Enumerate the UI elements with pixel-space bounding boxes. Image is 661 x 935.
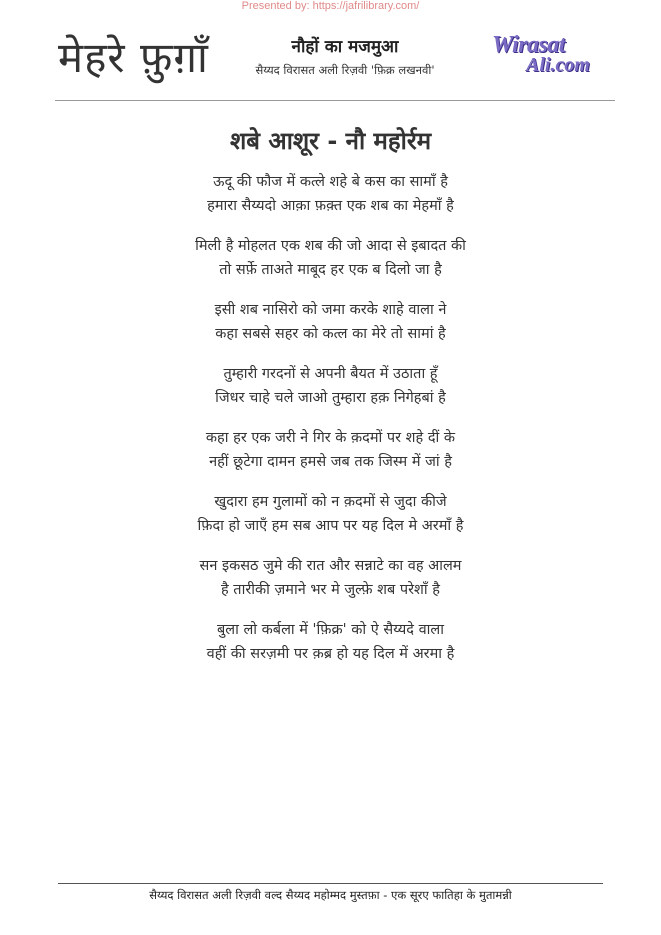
poem-title: शबे आशूर - नौ महोर्रम	[229, 127, 432, 155]
verse-line: इसी शब नासिरो को जमा करके शाहे वाला ने	[214, 302, 447, 318]
verse-line: वहीं की सरज़मी पर क़ब्र हो यह दिल में अरमा है	[206, 646, 455, 662]
stanza	[0, 490, 661, 538]
verse-line: नहीं छूटेगा दामन हमसे जब तक जिस्म में जां है	[209, 454, 452, 470]
verse-line: हमारा सैय्यदो आक़ा फ़क़्त एक शब का मेहमाँ है	[207, 198, 454, 214]
stanza	[0, 234, 661, 282]
verse-line: सन इकसठ जुमे की रात और सन्नाटे का वह आलम	[199, 558, 462, 574]
collection-title: नौहों का मजमुआ	[291, 37, 399, 57]
logo-text-line2: Ali.com	[526, 54, 590, 76]
verse-line: तो सर्फ़े ताअते माबूद हर एक ब दिलो जा है	[219, 262, 442, 278]
verse-line: बुला लो कर्बला में 'फ़िक्र' को ऐ सैय्यदे वाला	[216, 622, 445, 638]
logo-text-line1: Wirasat	[492, 32, 565, 58]
stanza	[0, 170, 661, 218]
wirasatali-logo	[490, 34, 615, 76]
stanza	[0, 362, 661, 410]
stanza	[0, 554, 661, 602]
author-name: सैय्यद विरासत अली रिज़वी 'फ़िक्र लखनवी'	[255, 63, 435, 77]
footer-divider	[58, 883, 603, 884]
verse-line: तुम्हारी गरदनों से अपनी बैयत में उठाता हूँ	[223, 366, 438, 382]
verse-line: जिधर चाहे चले जाओ तुम्हारा हक़ निगेहबां है	[215, 390, 446, 406]
verse-line: कहा हर एक जरी ने गिर के क़दमों पर शहे दीं के	[205, 430, 456, 446]
footer-dedication: सैय्यद विरासत अली रिज़वी वल्द सैय्यद महोम्मद मुस्तफ़ा - एक सूरए फातिहा के मुतामन्नी	[149, 888, 512, 902]
stanza	[0, 618, 661, 666]
book-title: मेहरे फ़ुग़ाँ	[58, 33, 209, 82]
stanza	[0, 426, 661, 474]
verse-line: है तारीकी ज़माने भर मे जुल्फ़े शब परेशाँ है	[221, 582, 440, 598]
header-divider	[55, 100, 615, 101]
verse-line: ऊदू की फौज में कत्ले शहे बे कस का सामाँ है	[213, 174, 448, 190]
verse-line: कहा सबसे सहर को कत्ल का मेरे तो सामां है	[215, 326, 446, 342]
presented-by-link[interactable]: Presented by: https://jafrilibrary.com/	[241, 0, 420, 12]
verse-line: खुदारा हम गुलामों को न क़दमों से जुदा कीजे	[214, 494, 447, 510]
stanza	[0, 298, 661, 346]
poem-verses	[0, 170, 661, 682]
verse-line: मिली है मोहलत एक शब की जो आदा से इबादत की	[195, 238, 466, 254]
verse-line: फ़िदा हो जाएँ हम सब आप पर यह दिल मे अरमाँ है	[197, 518, 464, 534]
